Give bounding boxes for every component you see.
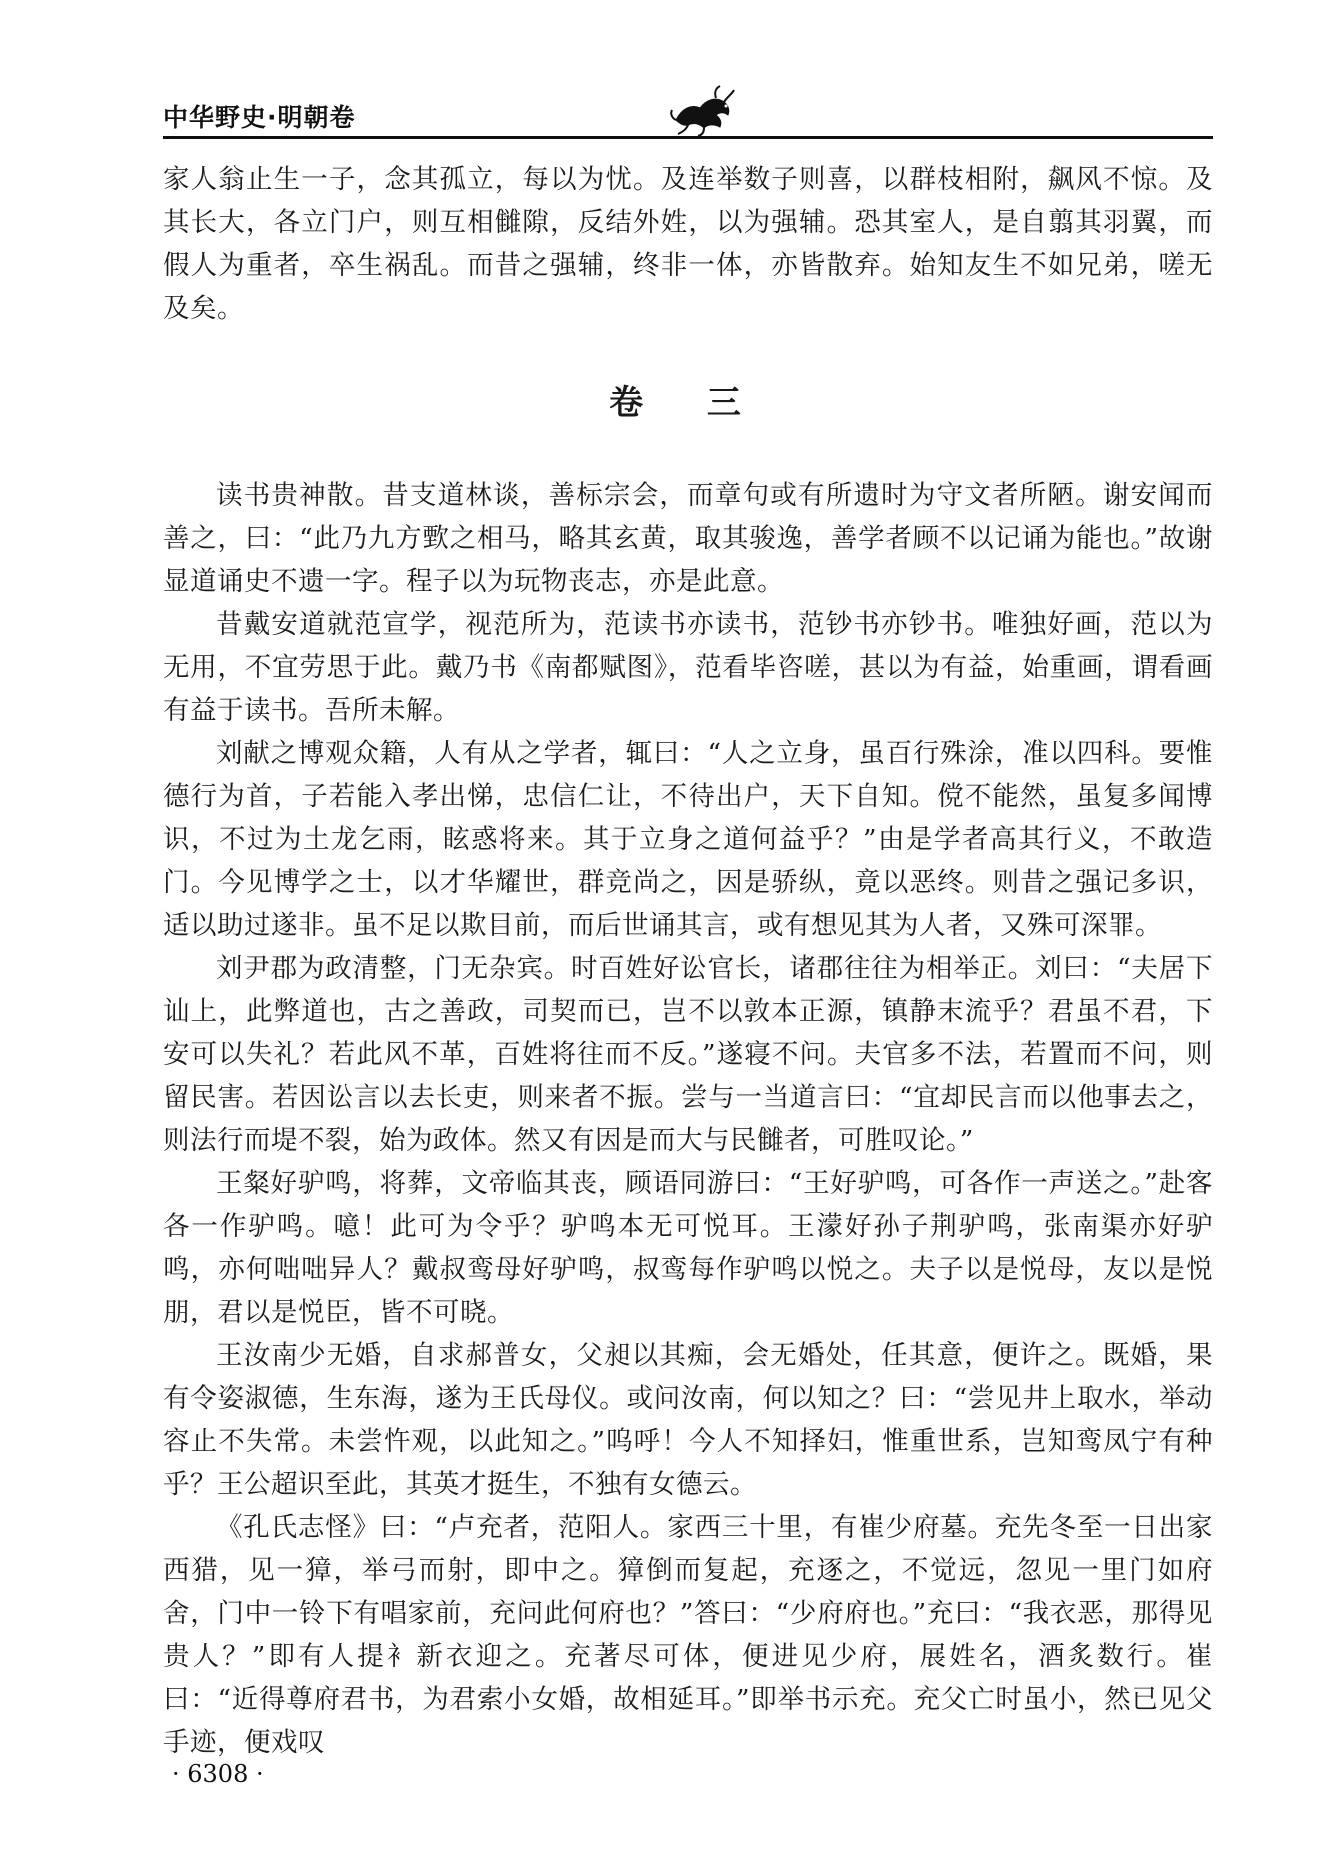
page-body xyxy=(163,158,1213,1764)
paragraph: 读书贵神散。昔支道林谈，善标宗会，而章句或有所遗时为守文者所陋。谢安闻而善之，曰：“此乃九方歅之相马，略其玄黄，取其骏逸，善学者顾不以记诵为能也。”故谢显道诵史不遗一字。程子以为玩物丧志，亦是此意。 xyxy=(163,480,1213,597)
running-header xyxy=(163,82,1213,140)
paragraph: 《孔氏志怪》曰：“卢充者，范阳人。家西三十里，有崔少府墓。充先冬至一日出家西猎，见一獐，举弓而射，即中之。獐倒而复起，充逐之，不觉远，忽见一里门如府舍，门中一铃下有唱家前，充问此何府也？”答曰：“少府府也。”充曰：“我衣恶，那得见贵人？”即有人提衤新衣迎之。充著尽可体，便进见少府，展姓名，酒炙数行。崔曰：“近得尊府君书，为君索小女婚，故相延耳。”即举书示充。充父亡时虽小，然已见父手迹，便戏叹 xyxy=(163,1512,1213,1758)
continuation-paragraph: 家人翁止生一子，念其孤立，每以为忧。及连举数子则喜，以群枝相附，飙风不惊。及其长大，各立门户，则互相雠隙，反结外姓，以为强辅。恐其室人，是自翦其羽翼，而假人为重者，卒生祸乱。而昔之强辅，终非一体，亦皆散弃。始知友生不如兄弟，嗟无及矣。 xyxy=(163,164,1213,324)
paragraph: 刘献之博观众籍，人有从之学者，辄曰：“人之立身，虽百行殊涂，准以四科。要惟德行为首，子若能入孝出悌，忠信仁让，不待出户，天下自知。傥不能然，虽复多闻博识，不过为土龙乞雨，眩惑将来。其于立身之道何益乎？”由是学者高其行义，不敢造门。今见博学之士，以才华耀世，群竞尚之，因是骄纵，竟以恶终。则昔之强记多识，适以助过遂非。虽不足以欺目前，而后世诵其言，或有想见其为人者，又殊可深罪。 xyxy=(163,738,1213,941)
page-number: · 6308 · xyxy=(172,1760,264,1788)
section-title: 卷 三 xyxy=(609,383,767,423)
paragraph: 王汝南少无婚，自求郝普女，父昶以其痴，会无婚处，任其意，便许之。既婚，果有令姿淑德，生东海，遂为王氏母仪。或问汝南，何以知之？曰：“尝见井上取水，举动容止不失常。未尝忤观，以此知之。”呜呼！今人不知择妇，惟重世系，岂知鸾凤宁有种乎？王公超识至此，其英才挺生，不独有女德云。 xyxy=(163,1340,1213,1500)
header-rule xyxy=(163,136,1213,139)
paragraph: 刘尹郡为政清整，门无杂宾。时百姓好讼官长，诸郡往往为相举正。刘曰：“夫居下讪上，此弊道也，古之善政，司契而已，岂不以敦本正源，镇静末流乎？君虽不君，下安可以失礼？若此风不革，百姓将往而不反。”遂寝不问。夫官多不法，若置而不问，则留民害。若因讼言以去长吏，则来者不振。尝与一当道言曰：“宜却民言而以他事去之，则法行而堤不裂，始为政体。然又有因是而大与民雠者，可胜叹论。” xyxy=(163,953,1213,1156)
book-title: 中华野史·明朝卷 xyxy=(163,103,356,132)
paragraph: 昔戴安道就范宣学，视范所为，范读书亦读书，范钞书亦钞书。唯独好画，范以为无用，不宜劳思于此。戴乃书《南都赋图》，范看毕咨嗟，甚以为有益，始重画，谓看画有益于读书。吾所未解。 xyxy=(163,609,1213,726)
paragraph: 王粲好驴鸣，将葬，文帝临其丧，顾语同游曰：“王好驴鸣，可各作一声送之。”赴客各一作驴鸣。噫！此可为令乎？驴鸣本无可悦耳。王濛好孙子荆驴鸣，张南渠亦好驴鸣，亦何咄咄异人？戴叔鸾母好驴鸣，叔鸾每作驴鸣以悦之。夫子以是悦母，友以是悦朋，君以是悦臣，皆不可晓。 xyxy=(163,1168,1213,1328)
dragon-ornament-icon xyxy=(668,82,738,138)
